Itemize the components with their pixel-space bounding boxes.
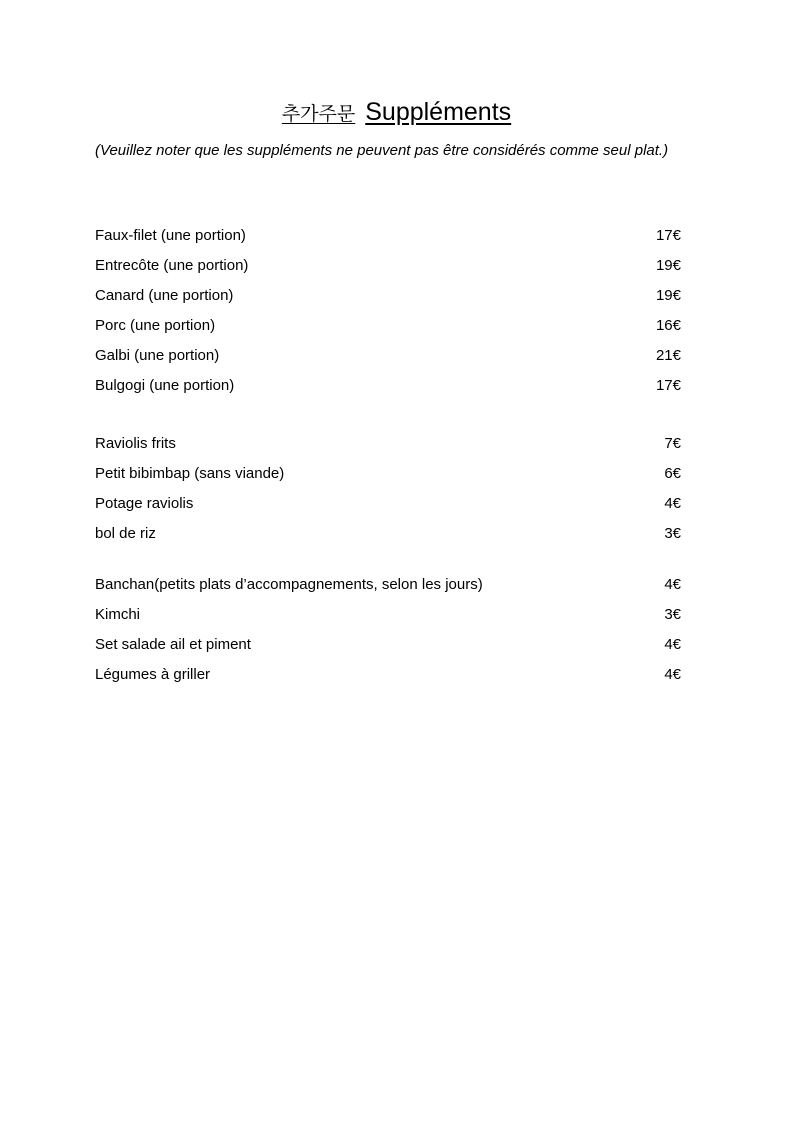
item-price: 16€: [655, 316, 681, 334]
item-price: 17€: [655, 226, 681, 244]
item-price: 4€: [664, 665, 681, 683]
item-name: Petit bibimbap (sans viande): [95, 464, 285, 482]
item-name: Potage raviolis: [95, 494, 194, 512]
supplements-note: (Veuillez noter que les suppléments ne peuvent pas être considérés comme seul plat.): [95, 142, 669, 159]
menu-item: [95, 280, 681, 310]
item-price: 4€: [664, 575, 681, 593]
item-price: 3€: [664, 524, 681, 542]
item-name: Bulgogi (une portion): [95, 376, 235, 394]
menu-item: [95, 340, 681, 370]
title-korean: 추가주문: [281, 103, 356, 125]
item-price: 19€: [655, 286, 681, 304]
menu-item: [95, 250, 681, 280]
item-price: 3€: [664, 605, 681, 623]
item-name: Banchan(petits plats d’accompagnements, selon les jours): [95, 575, 483, 593]
menu-item: [95, 370, 681, 400]
item-name: Faux-filet (une portion): [95, 226, 246, 244]
menu-item: [95, 518, 681, 548]
menu-item: [95, 428, 681, 458]
menu-item: [95, 599, 681, 629]
item-price: 19€: [655, 256, 681, 274]
menu-item: [95, 488, 681, 518]
title-french: Suppléments: [365, 98, 512, 126]
item-price: 21€: [655, 346, 681, 364]
item-name: bol de riz: [95, 524, 156, 542]
menu-item: [95, 629, 681, 659]
item-name: Légumes à griller: [95, 665, 211, 683]
menu-item: [95, 310, 681, 340]
item-name: Porc (une portion): [95, 316, 216, 334]
item-price: 7€: [664, 434, 681, 452]
item-price: 4€: [664, 494, 681, 512]
page-title: [0, 96, 793, 132]
menu-item: [95, 458, 681, 488]
menu-item: [95, 220, 681, 250]
item-name: Entrecôte (une portion): [95, 256, 249, 274]
section-accompaniments: [95, 569, 681, 689]
item-name: Kimchi: [95, 605, 141, 623]
item-name: Galbi (une portion): [95, 346, 220, 364]
item-name: Set salade ail et piment: [95, 635, 251, 653]
section-meats: [95, 220, 681, 400]
item-price: 6€: [664, 464, 681, 482]
item-name: Canard (une portion): [95, 286, 234, 304]
item-price: 4€: [664, 635, 681, 653]
item-name: Raviolis frits: [95, 434, 176, 452]
menu-item: [95, 659, 681, 689]
section-sides: [95, 428, 681, 548]
menu-item: [95, 569, 681, 599]
item-price: 17€: [655, 376, 681, 394]
